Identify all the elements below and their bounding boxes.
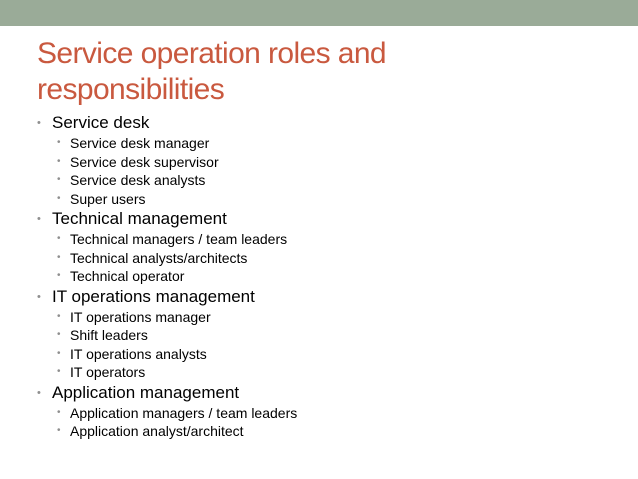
sub-bullet-dot-icon: • <box>57 270 61 281</box>
sub-bullet-list <box>37 404 617 441</box>
sub-bullet-list <box>37 134 617 208</box>
sub-bullet-text: Service desk supervisor <box>70 153 219 170</box>
bullet-section-technical-management <box>37 208 617 286</box>
sub-bullet-item <box>37 363 617 382</box>
bullet-dot-icon: • <box>37 213 41 225</box>
sub-bullet-dot-icon: • <box>57 192 61 204</box>
sub-bullet-list <box>37 308 617 382</box>
sub-bullet-item <box>37 267 617 286</box>
slide-title: Service operation roles and responsibilities <box>37 37 387 106</box>
bullet-section-it-operations-management <box>37 286 617 382</box>
sub-bullet-item <box>37 308 617 327</box>
sub-bullet-dot-icon: • <box>57 251 61 263</box>
sub-bullet-item <box>37 171 617 190</box>
sub-bullet-dot-icon: • <box>57 233 61 244</box>
sub-bullet-dot-icon: • <box>57 347 61 359</box>
sub-bullet-text: Service desk analysts <box>70 172 206 188</box>
sub-bullet-item <box>37 422 617 441</box>
bullet-section-service-desk <box>37 112 617 208</box>
bullet-level1 <box>37 382 617 404</box>
sub-bullet-text: IT operations analysts <box>70 345 207 362</box>
sub-bullet-text: IT operators <box>70 364 146 380</box>
sub-bullet-dot-icon: • <box>57 329 61 340</box>
sub-bullet-item <box>37 249 617 268</box>
bullet-heading: Service desk <box>52 113 150 132</box>
sub-bullet-dot-icon: • <box>57 310 61 322</box>
sub-bullet-dot-icon: • <box>57 366 61 377</box>
sub-bullet-item <box>37 230 617 249</box>
sub-bullet-text: Application managers / team leaders <box>70 404 298 421</box>
bullet-heading: Technical management <box>52 209 227 228</box>
sub-bullet-text: IT operations manager <box>70 308 211 325</box>
sub-bullet-text: Shift leaders <box>70 327 148 343</box>
sub-bullet-text: Technical analysts/architects <box>70 249 248 266</box>
bullet-dot-icon: • <box>37 290 41 303</box>
bullet-dot-icon: • <box>37 386 41 399</box>
bullet-level1 <box>37 112 617 134</box>
sub-bullet-item <box>37 345 617 364</box>
sub-bullet-dot-icon: • <box>57 174 61 185</box>
bullet-level1 <box>37 208 617 230</box>
bullet-level1 <box>37 286 617 308</box>
top-band <box>0 0 638 26</box>
sub-bullet-dot-icon: • <box>57 425 61 436</box>
sub-bullet-item <box>37 326 617 345</box>
bullet-list <box>37 112 617 441</box>
sub-bullet-text: Technical operator <box>70 268 185 284</box>
sub-bullet-item <box>37 153 617 172</box>
bullet-heading: Application management <box>52 382 240 402</box>
sub-bullet-list <box>37 230 617 286</box>
sub-bullet-item <box>37 404 617 423</box>
bullet-dot-icon: • <box>37 117 41 129</box>
sub-bullet-dot-icon: • <box>57 406 61 418</box>
sub-bullet-text: Service desk manager <box>70 135 210 151</box>
sub-bullet-text: Super users <box>70 190 146 207</box>
sub-bullet-item <box>37 190 617 209</box>
sub-bullet-dot-icon: • <box>57 137 61 148</box>
sub-bullet-text: Application analyst/architect <box>70 423 244 439</box>
bullet-heading: IT operations management <box>52 286 255 306</box>
sub-bullet-dot-icon: • <box>57 155 61 167</box>
bullet-section-application-management <box>37 382 617 441</box>
sub-bullet-item <box>37 134 617 153</box>
sub-bullet-text: Technical managers / team leaders <box>70 231 288 247</box>
